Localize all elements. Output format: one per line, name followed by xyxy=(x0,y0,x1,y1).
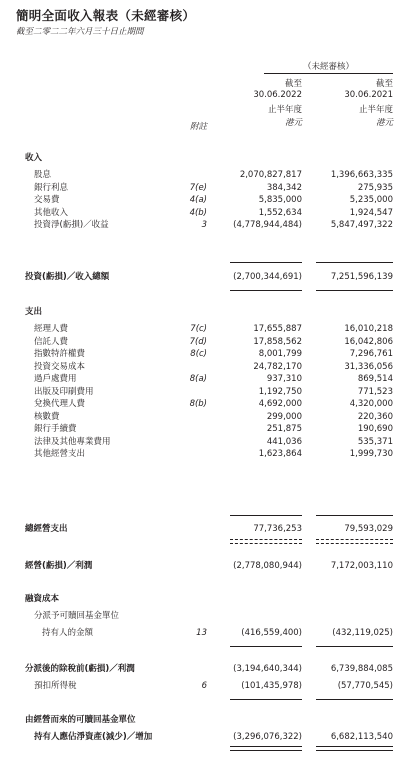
header-divider xyxy=(264,73,393,74)
table-row: 交易費 4(a) 5,835,000 5,235,000 xyxy=(34,195,393,205)
table-row: 其他經營支出 1,623,864 1,999,730 xyxy=(34,449,393,459)
subtotal-rule xyxy=(230,646,302,647)
table-row: 兌換代理人費 8(b) 4,692,000 4,320,000 xyxy=(34,399,393,409)
note-column-header: 附註 xyxy=(189,122,207,132)
table-row: 銀行手續費 251,875 190,690 xyxy=(34,424,393,434)
section-income: 收入 xyxy=(25,153,43,163)
col1-currency: 港元 xyxy=(284,118,302,128)
table-row: 投資淨(虧損)／收益 3 (4,778,944,484) 5,847,497,322 xyxy=(34,220,393,230)
section-finance-costs: 融資成本 xyxy=(25,594,60,604)
col2-date: 30.06.2021 xyxy=(344,90,393,100)
table-row: 股息 2,070,827,817 1,396,663,335 xyxy=(34,170,393,180)
section-expenses: 支出 xyxy=(25,307,43,317)
unaudited-header: （未經審核） xyxy=(302,62,354,72)
total-row: 分派後的除稅前(虧損)／利潤 (3,194,640,344) 6,739,884,085 xyxy=(25,664,393,674)
col1-date: 30.06.2022 xyxy=(253,90,302,100)
subtotal-rule xyxy=(316,699,393,700)
table-row: 投資交易成本 24,782,170 31,336,056 xyxy=(34,362,393,372)
table-row: 信託人費 7(d) 17,858,562 16,042,806 xyxy=(34,337,393,347)
col1-period: 止半年度 xyxy=(267,105,302,115)
subtotal-rule xyxy=(316,646,393,647)
total-row: 持有人應佔淨資產(減少)／增加 (3,296,076,322) 6,682,113,540 xyxy=(34,732,393,742)
col2-currency: 港元 xyxy=(375,118,393,128)
col2-line1: 截至 xyxy=(375,79,393,89)
page-title: 簡明全面收入報表（未經審核） xyxy=(16,8,196,23)
table-row: 其他收入 4(b) 1,552,634 1,924,547 xyxy=(34,208,393,218)
total-row: 投資(虧損)／收入總額 (2,700,344,691) 7,251,596,139 xyxy=(25,272,393,282)
total-double-rule xyxy=(230,746,302,751)
table-row: 核數費 299,000 220,360 xyxy=(34,412,393,422)
total-row: 總經營支出 77,736,253 79,593,029 xyxy=(25,524,393,534)
subtotal-rule xyxy=(230,699,302,700)
total-double-rule xyxy=(230,539,302,544)
table-row: 指數特許權費 8(c) 8,001,799 7,296,761 xyxy=(34,349,393,359)
total-row: 經營(虧損)／利潤 (2,778,080,944) 7,172,003,110 xyxy=(25,561,393,571)
total-double-rule xyxy=(316,539,393,544)
table-row: 出版及印刷費用 1,192,750 771,523 xyxy=(34,387,393,397)
subtotal-rule xyxy=(316,290,393,291)
table-row: 銀行利息 7(e) 384,342 275,935 xyxy=(34,183,393,193)
total-row: 由經營而來的可贖回基金單位 xyxy=(25,715,136,725)
table-row: 分派予可贖回基金單位 xyxy=(34,611,120,621)
subtotal-rule xyxy=(230,290,302,291)
table-row: 過戶處費用 8(a) 937,310 869,514 xyxy=(34,374,393,384)
table-row: 法律及其他專業費用 441,036 535,371 xyxy=(34,437,393,447)
subtotal-rule xyxy=(316,262,393,263)
table-row: 預扣所得稅 6 (101,435,978) (57,770,545) xyxy=(34,681,393,691)
subtotal-rule xyxy=(230,262,302,263)
subtotal-rule xyxy=(316,515,393,516)
total-double-rule xyxy=(316,746,393,751)
col1-line1: 截至 xyxy=(284,79,302,89)
table-row: 經理人費 7(c) 17,655,887 16,010,218 xyxy=(34,324,393,334)
subtotal-rule xyxy=(230,515,302,516)
page-subtitle: 截至二零二二年六月三十日止期間 xyxy=(16,27,144,37)
table-row: 持有人的金額 13 (416,559,400) (432,119,025) xyxy=(42,628,393,638)
col2-period: 止半年度 xyxy=(358,105,393,115)
